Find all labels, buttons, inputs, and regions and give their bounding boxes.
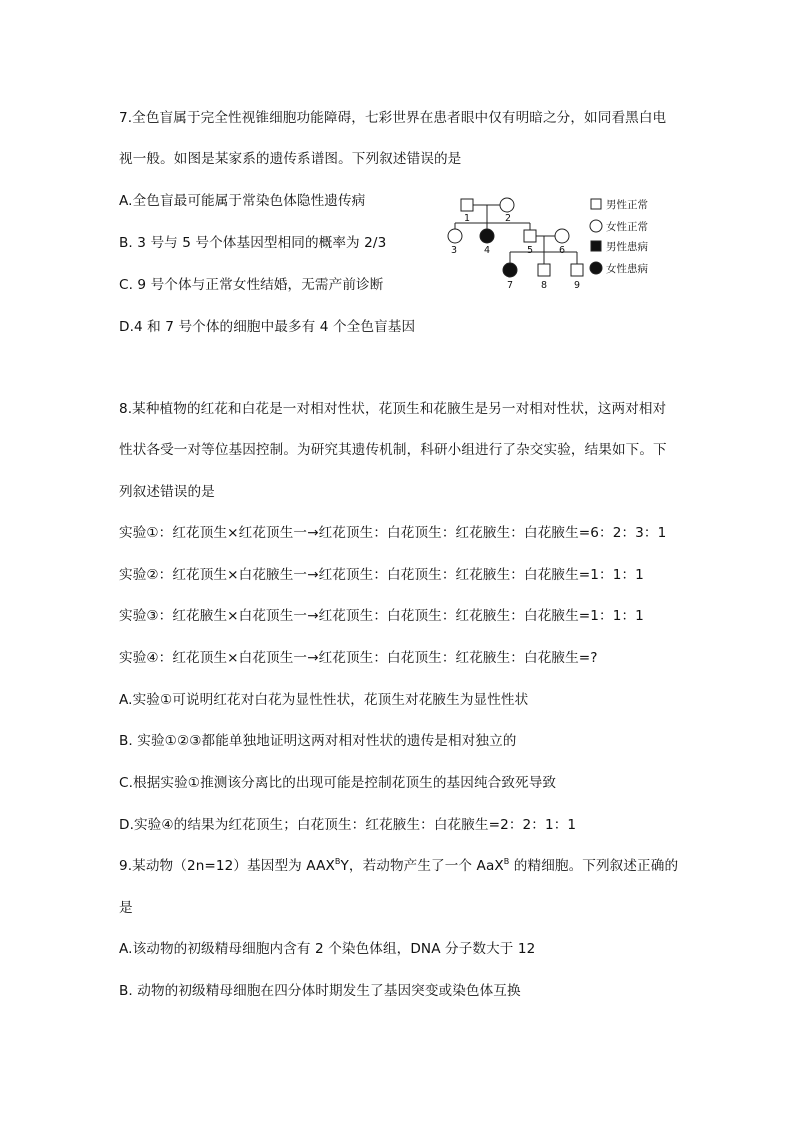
q9-option-a: A.该动物的初级精母细胞内含有 2 个染色体组，DNA 分子数大于 12 — [119, 941, 536, 957]
q8-experiment-3: 实验③：红花腋生×白花顶生一→红花顶生：白花顶生：红花腋生：白花腋生=1：1：1 — [119, 608, 644, 624]
q7-option-d: D.4 和 7 号个体的细胞中最多有 4 个全色盲基因 — [119, 319, 416, 335]
q7-option-b: B. 3 号与 5 号个体基因型相同的概率为 2/3 — [119, 235, 387, 251]
individual-8-normal-male — [538, 264, 550, 276]
individual-2-normal-female — [500, 198, 514, 212]
q7-option-a: A.全色盲最可能属于常染色体隐性遗传病 — [119, 193, 366, 209]
individual-9-normal-male — [571, 264, 583, 276]
legend-normal-female-icon — [590, 220, 602, 232]
individual-6-normal-female — [555, 229, 569, 243]
q8-option-b: B. 实验①②③都能单独地证明这两对相对性状的遗传是相对独立的 — [119, 733, 517, 749]
q9-stem-text-3: 的精细胞。下列叙述正确的 — [509, 858, 679, 874]
individual-4-affected-female — [480, 229, 494, 243]
individual-7-affected-female — [503, 263, 517, 277]
label-individual-2: 2 — [504, 213, 512, 224]
q7-stem-line-2: 视一般。如图是某家系的遗传系谱图。下列叙述错误的是 — [119, 151, 462, 167]
q8-stem-line-1: 8.某种植物的红花和白花是一对相对性状，花顶生和花腋生是另一对相对性状，这两对相对 — [119, 401, 667, 417]
legend-normal-male-icon — [591, 199, 601, 209]
legend-affected-female-icon — [590, 262, 602, 274]
q9-stem-text-1: 9.某动物（2n=12）基因型为 AAX — [119, 858, 335, 874]
q9-stem-text-2: Y，若动物产生了一个 AaX — [340, 858, 504, 874]
q8-stem-line-2: 性状各受一对等位基因控制。为研究其遗传机制，科研小组进行了杂交实验，结果如下。下 — [119, 442, 667, 458]
q8-experiment-4: 实验④：红花顶生×白花顶生一→红花顶生：白花顶生：红花腋生：白花腋生=? — [119, 650, 598, 666]
legend-normal-female-label: 女性正常 — [606, 221, 648, 233]
q8-stem-line-3: 列叙述错误的是 — [119, 484, 215, 500]
label-individual-8: 8 — [540, 280, 548, 291]
q8-option-a: A.实验①可说明红花对白花为显性性状，花顶生对花腋生为显性性状 — [119, 692, 529, 708]
individual-3-normal-female — [448, 229, 462, 243]
q9-option-b: B. 动物的初级精母细胞在四分体时期发生了基因突变或染色体互换 — [119, 983, 521, 999]
pedigree-diagram — [440, 192, 700, 297]
q8-option-d: D.实验④的结果为红花顶生；白花顶生：红花腋生：白花腋生=2：2：1：1 — [119, 817, 577, 833]
q8-experiment-1: 实验①：红花顶生×红花顶生一→红花顶生：白花顶生：红花腋生：白花腋生=6：2：3：1 — [119, 525, 667, 541]
label-individual-9: 9 — [573, 280, 581, 291]
q7-option-c: C. 9 号个体与正常女性结婚，无需产前诊断 — [119, 277, 384, 293]
q9-superscript-2: B — [503, 857, 510, 866]
legend-affected-male-icon — [591, 241, 601, 251]
label-individual-3: 3 — [450, 245, 458, 256]
q9-stem-line-1 — [119, 856, 678, 876]
q8-option-c: C.根据实验①推测该分离比的出现可能是控制花顶生的基因纯合致死导致 — [119, 775, 557, 791]
label-individual-4: 4 — [483, 245, 491, 256]
individual-5-normal-male — [524, 230, 536, 242]
label-individual-5: 5 — [526, 245, 534, 256]
q9-stem-line-2: 是 — [119, 900, 133, 916]
label-individual-6: 6 — [558, 245, 566, 256]
legend-affected-female-label: 女性患病 — [606, 263, 648, 275]
q9-superscript-1: B — [334, 857, 341, 866]
q8-experiment-2: 实验②：红花顶生×白花腋生一→红花顶生：白花顶生：红花腋生：白花腋生=1：1：1 — [119, 567, 644, 583]
label-individual-1: 1 — [463, 213, 471, 224]
individual-1-normal-male — [461, 199, 473, 211]
legend-affected-male-label: 男性患病 — [606, 241, 648, 253]
legend-normal-male-label: 男性正常 — [606, 199, 648, 211]
label-individual-7: 7 — [506, 280, 514, 291]
q7-stem-line-1: 7.全色盲属于完全性视锥细胞功能障碍，七彩世界在患者眼中仅有明暗之分，如同看黑白电 — [119, 110, 667, 126]
